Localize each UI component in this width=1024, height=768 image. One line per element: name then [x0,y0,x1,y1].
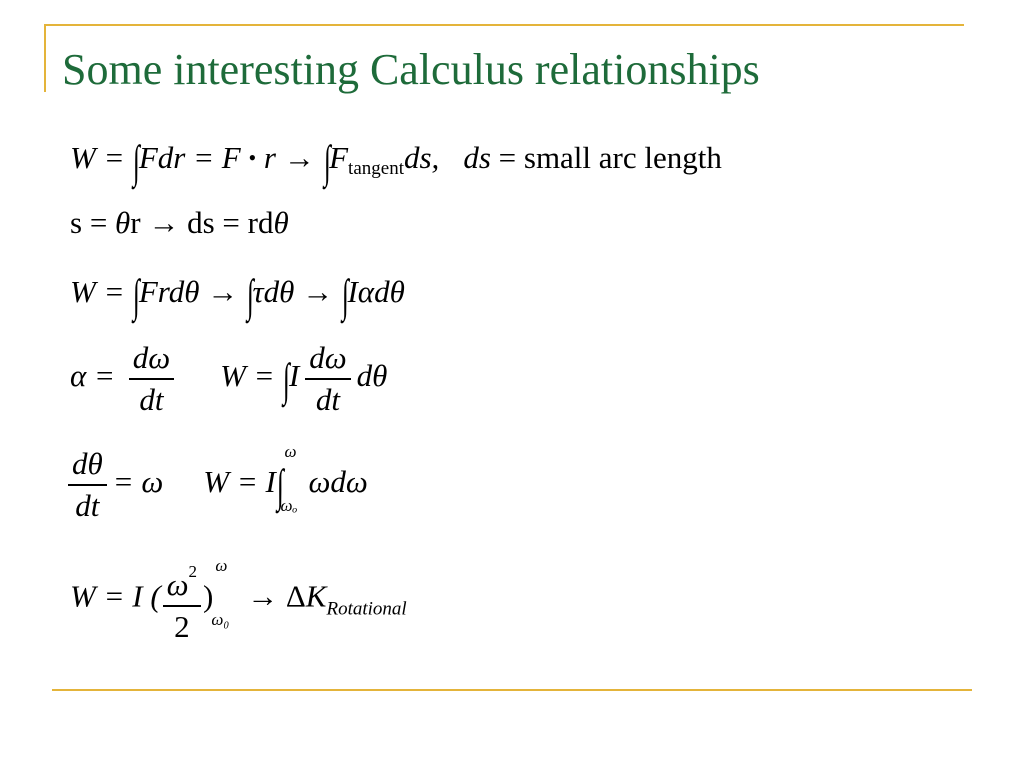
equation-angular-velocity: $\frac{d\theta}{dt}$ = ω W = I∫ ω ωₒ ωdω [68,444,368,526]
equation-angular-acceleration: α = $\frac{d\omega}{dt}$ W = ∫I $\frac{d\omega}{dt}$ dθ [70,340,388,417]
frame-top-line [46,24,964,26]
slide-title: Some interesting Calculus relationships [62,45,760,94]
equation-rotational-kinetic-energy: W = I ( $\frac{\omega^2}{2}$ ) ω ω₀ → $\Delta K_{Rotational}$ [70,556,407,644]
equation-arc-length: s = θr → ds = rdθ [70,205,289,240]
equation-work-line-integral: W = ∫Fdr = F • $r \to \int F_{tangent}ds$, ds = small arc length [70,136,722,187]
frame-bottom-line [52,689,972,691]
frame-left-line [44,24,46,92]
equation-work-torque: W = ∫Frdθ → ∫τdθ → ∫Iαdθ [70,270,405,321]
